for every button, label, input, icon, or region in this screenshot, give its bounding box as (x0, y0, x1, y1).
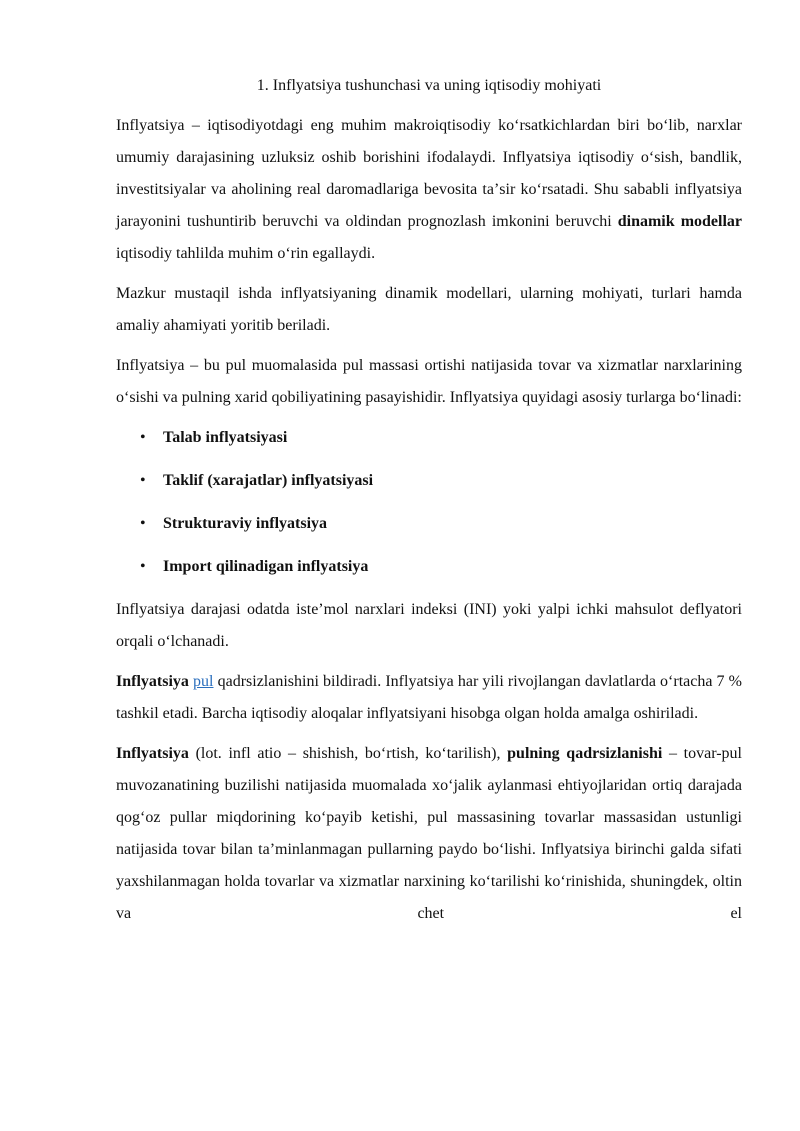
paragraph-etymology-text-1: (lot. infl atio – shishish, boʻrtish, koʻtarilish), (188, 745, 508, 762)
paragraph-intro-text-b: iqtisodiy tahlilda muhim oʻrin egallaydi. (116, 245, 376, 262)
inflation-types-list (116, 422, 742, 583)
document-page (116, 70, 742, 938)
paragraph-money-rest: qadrsizlanishini bildiradi. Inflyatsiya har yili rivojlangan davlatlarda oʻrtacha 7 % tashkil etadi. Barcha iqtisodiy aloqalar inflyatsiyani hisobga olgan holda amalga oshiriladi. (116, 673, 743, 722)
bullet-icon: • (140, 472, 146, 489)
bullet-icon: • (140, 515, 146, 532)
paragraph-intro (116, 110, 742, 270)
paragraph-etymology-text-2: – tovar-pul muvozanatining buzilishi natijasida muomalada xoʻjalik aylanmasi ehtiyojlaridan ortiq darajada qogʻoz pullar miqdorining koʻpayib ketishi, pul massasining tovarlar massasidan ustunligi natijasida tovar bilan taʼminlanmagan pullarning paydo boʻlishi. Inflyatsiya birinchi galda sifati yaxshilanmagan holda tovarlar va xizmatlar narxining koʻtarilishi koʻrinishida, shuningdek, oltin va chet el (116, 745, 742, 922)
paragraph-money-bold: Inflyatsiya (116, 673, 189, 690)
list-item-label: Taklif (xarajatlar) inflyatsiyasi (163, 472, 374, 489)
paragraph-money-depreciation (116, 666, 742, 730)
bullet-icon: • (140, 429, 146, 446)
paragraph-etymology-bold-1: Inflyatsiya (116, 745, 189, 762)
pul-link[interactable]: pul (193, 673, 214, 690)
paragraph-intro-bold: dinamik modellar (617, 213, 743, 230)
list-item-label: Talab inflyatsiyasi (163, 429, 288, 446)
paragraph-purpose: Mazkur mustaqil ishda inflyatsiyaning dinamik modellari, ularning mohiyati, turlari hamda amaliy ahamiyati yoritib beriladi. (116, 285, 742, 334)
list-item-label: Strukturaviy inflyatsiya (163, 515, 328, 532)
list-item-label: Import qilinadigan inflyatsiya (163, 558, 369, 575)
bullet-icon: • (140, 558, 146, 575)
list-item (116, 551, 742, 583)
paragraph-measurement: Inflyatsiya darajasi odatda isteʼmol narxlari indeksi (INI) yoki yalpi ichki mahsulot deflyatori orqali oʻlchanadi. (116, 601, 742, 650)
list-item (116, 508, 742, 540)
list-item (116, 422, 742, 454)
paragraph-etymology (116, 738, 742, 930)
paragraph-intro-text-a: Inflyatsiya – iqtisodiyotdagi eng muhim makroiqtisodiy koʻrsatkichlardan biri boʻlib, narxlar umumiy darajasining uzluksiz oshib borishini ifodalaydi. Inflyatsiya iqtisodiy oʻsish, bandlik, investitsiyalar va aholining real daromadlariga bevosita taʼsir koʻrsatadi. Shu sababli inflyatsiya jarayonini tushuntirib beruvchi va oldindan prognozlash imkonini beruvchi (116, 117, 742, 230)
list-item (116, 465, 742, 497)
paragraph-definition: Inflyatsiya – bu pul muomalasida pul massasi ortishi natijasida tovar va xizmatlar narxlarining oʻsishi va pulning xarid qobiliyatining pasayishidir. Inflyatsiya quyidagi asosiy turlarga boʻlinadi: (116, 357, 742, 406)
page-title: 1. Inflyatsiya tushunchasi va uning iqtisodiy mohiyati (256, 77, 602, 94)
paragraph-etymology-bold-2: pulning qadrsizlanishi (507, 745, 663, 762)
